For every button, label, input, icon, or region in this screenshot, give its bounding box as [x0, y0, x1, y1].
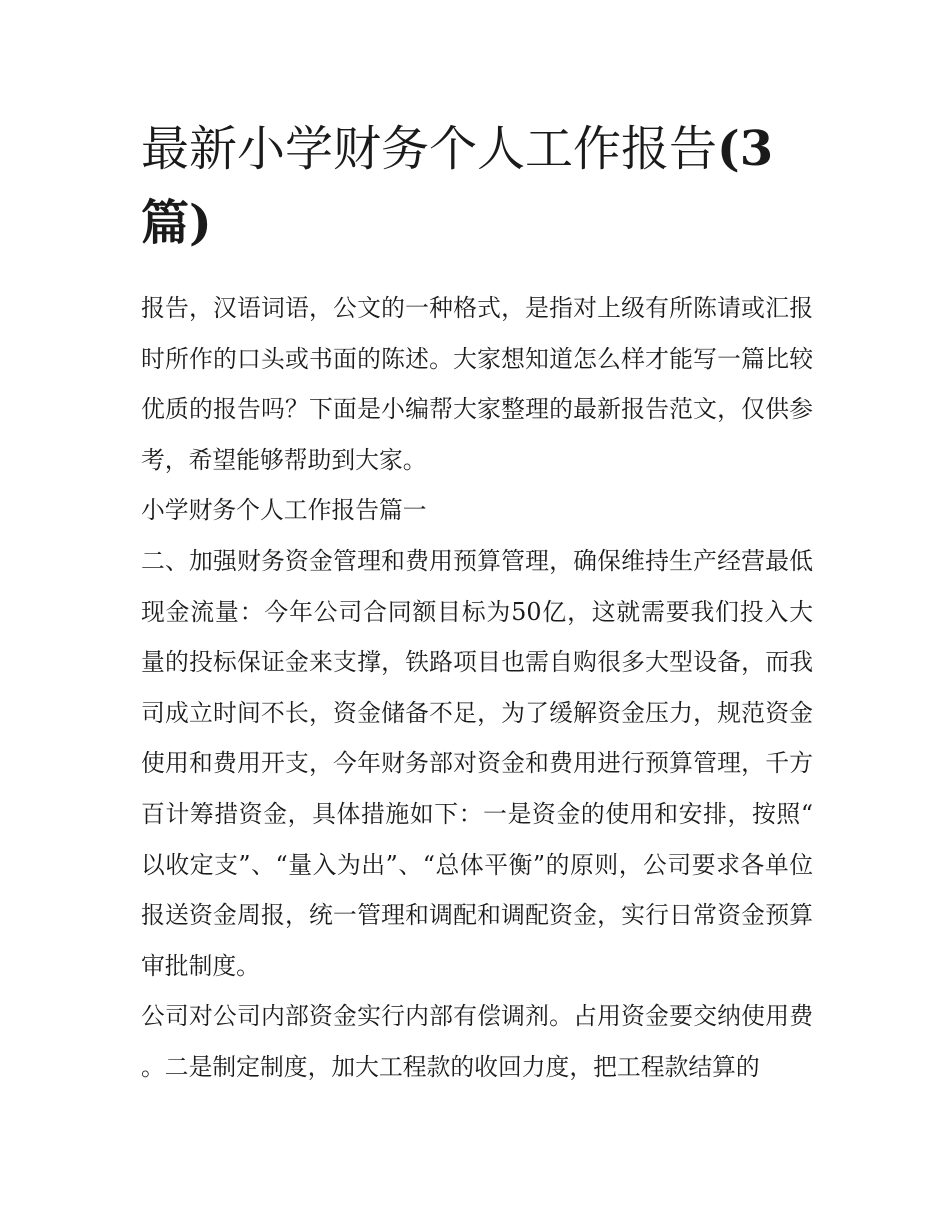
document-body	[141, 283, 813, 1093]
intro-paragraph: 报告，汉语词语，公文的一种格式，是指对上级有所陈请或汇报时所作的口头或书面的陈述。大家想知道怎么样才能写一篇比较优质的报告吗？下面是小编帮大家整理的最新报告范文，仅供参考，希望能够帮助到大家。	[141, 294, 813, 474]
title-main: 最新小学财务个人工作报告	[141, 121, 718, 177]
body-paragraph: 二、加强财务资金管理和费用预算管理，确保维持生产经营最低现金流量：今年公司合同额目标为50亿，这就需要我们投入大量的投标保证金来支撑，铁路项目也需自购很多大型设备，而我司成立时间不长，资金储备不足，为了缓解资金压力，规范资金使用和费用开支，今年财务部对资金和费用进行预算管理，千方百计筹措资金，具体措施如下：一是资金的使用和安排，按照“以收定支”、“量入为出”、“总体平衡”的原则，公司要求各单位报送资金周报，统一管理和调配和调配资金，实行日常资金预算审批制度。	[141, 546, 813, 980]
document-content	[141, 112, 813, 1093]
document-title	[141, 112, 813, 260]
body-paragraph: 公司对公司内部资金实行内部有偿调剂。占用资金要交纳使用费。二是制定制度，加大工程款的收回力度，把工程款结算的	[141, 1002, 813, 1081]
section-heading: 小学财务个人工作报告篇一	[141, 496, 427, 525]
title-suffix: (3篇)	[141, 121, 774, 251]
